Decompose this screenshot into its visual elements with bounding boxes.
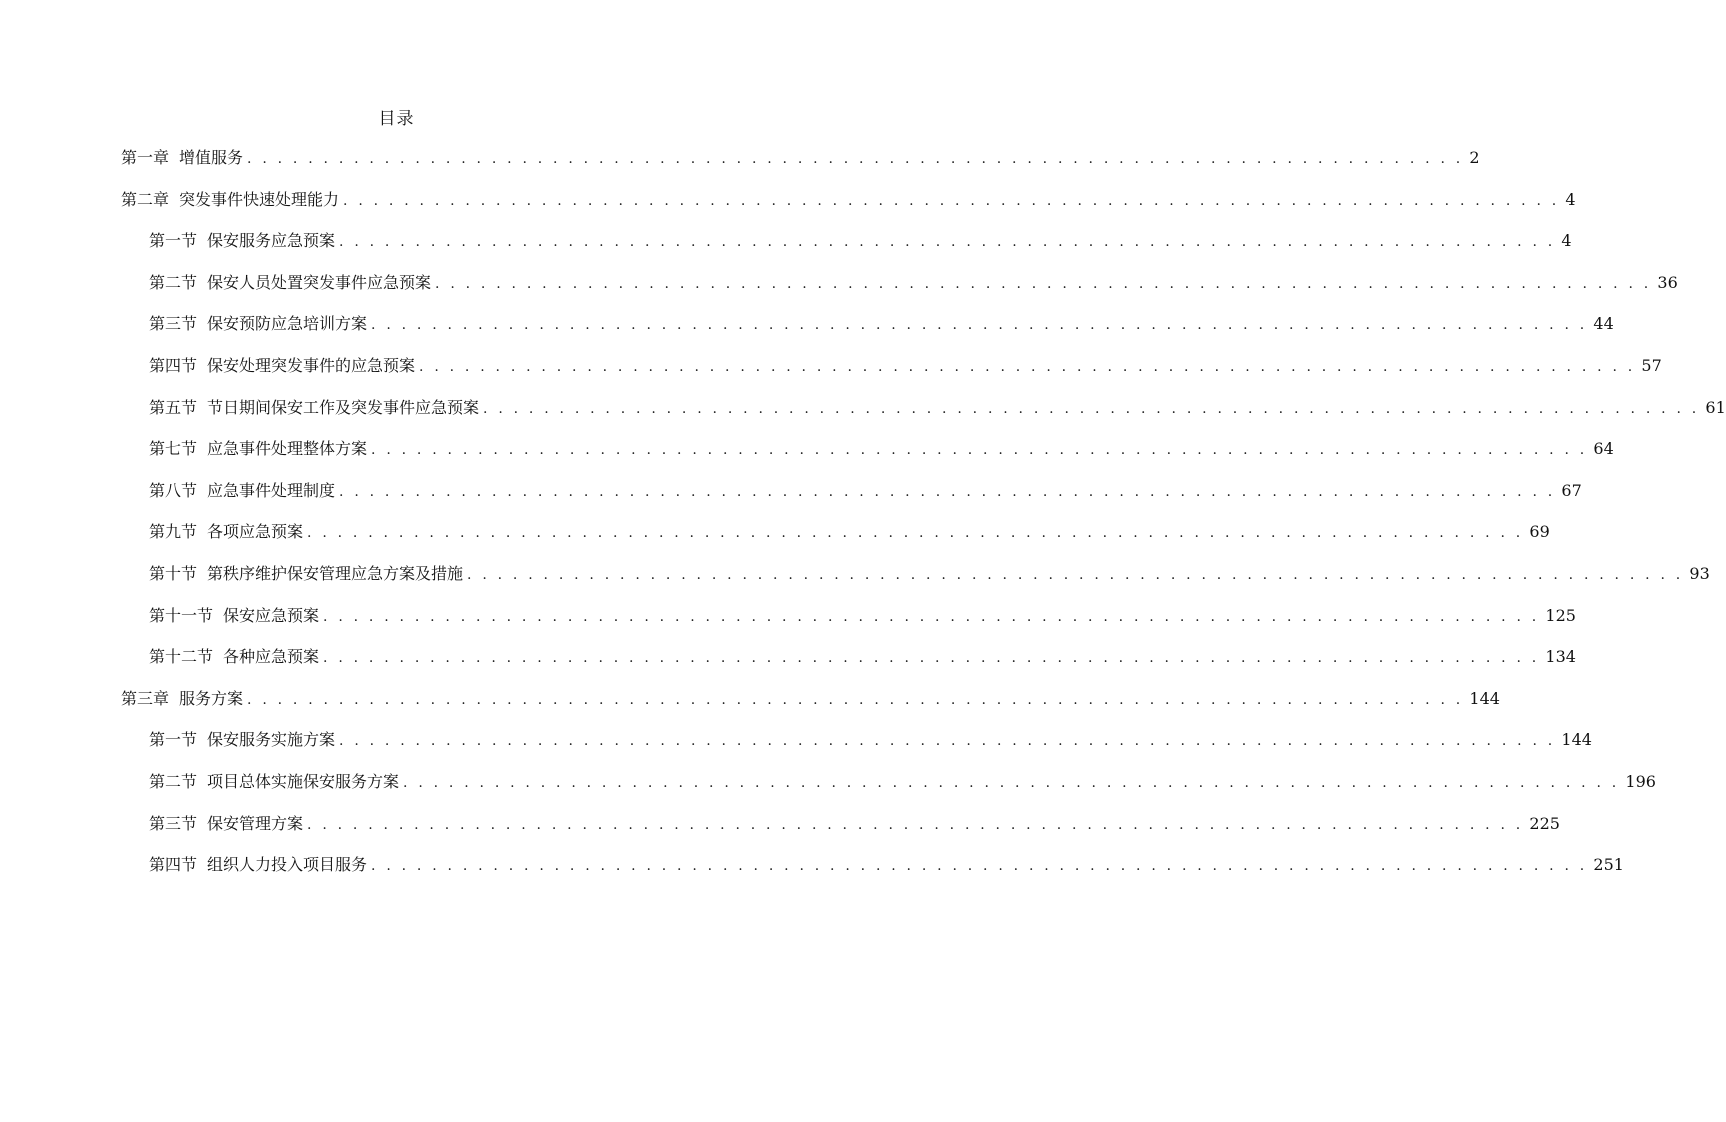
toc-entry-label — [149, 436, 367, 462]
toc-entry-label — [149, 228, 335, 254]
toc-entry-number: 第五节 — [149, 397, 198, 417]
toc-leader-dots: . . . . . . . . . . . . . . . . . . . . . . . . . . . . . . . . . . . . . . . . . . . . . . . . . . . . . . . . . . . . . . . . . . . . . . . . . . . . . . . . — [307, 525, 1524, 542]
toc-title: 目录 — [378, 109, 415, 129]
toc-entry[interactable] — [149, 228, 1572, 254]
toc-entry[interactable] — [121, 145, 1480, 171]
toc-entry[interactable] — [149, 603, 1576, 629]
toc-page-number: 196 — [1625, 772, 1656, 791]
toc-entry[interactable] — [149, 478, 1582, 504]
toc-entry-text: 组织人力投入项目服务 — [207, 855, 368, 875]
toc-page-number: 93 — [1689, 564, 1710, 583]
toc-page-number: 57 — [1641, 356, 1662, 375]
toc-entry-text: 突发事件快速处理能力 — [179, 189, 340, 209]
toc-entry[interactable] — [149, 811, 1560, 837]
toc-entry[interactable] — [149, 727, 1592, 753]
toc-entry-number: 第十二节 — [149, 647, 214, 667]
toc-page-number: 251 — [1593, 855, 1624, 875]
toc-entry-label — [149, 311, 367, 337]
toc-entry[interactable] — [121, 187, 1576, 213]
toc-entry-label — [149, 561, 463, 587]
toc-entry-number: 第七节 — [149, 439, 198, 459]
toc-entry-number: 第十节 — [149, 564, 198, 583]
toc-page-number: 2 — [1469, 148, 1480, 167]
toc-leader-dots: . . . . . . . . . . . . . . . . . . . . . . . . . . . . . . . . . . . . . . . . . . . . . . . . . . . . . . . . . . . . . . . . . . . . . . . . . . . . . . . . — [371, 442, 1588, 459]
toc-entry-label — [149, 270, 431, 296]
toc-entry-label — [121, 686, 243, 712]
toc-page-number: 134 — [1545, 647, 1576, 667]
toc-leader-dots: . . . . . . . . . . . . . . . . . . . . . . . . . . . . . . . . . . . . . . . . . . . . . . . . . . . . . . . . . . . . . . . . . . . . . . . . . . . . . . . . — [371, 858, 1588, 875]
toc-entry-number: 第三章 — [121, 688, 170, 708]
toc-page-number: 64 — [1593, 439, 1614, 459]
toc-leader-dots: . . . . . . . . . . . . . . . . . . . . . . . . . . . . . . . . . . . . . . . . . . . . . . . . . . . . . . . . . . . . . . . . . . . . . . . . . . . . . . . . — [323, 608, 1540, 625]
toc-entry-label — [149, 644, 319, 670]
toc-entry-number: 第八节 — [149, 480, 198, 500]
toc-entry-number: 第四节 — [149, 356, 198, 375]
toc-entry-number: 第二节 — [149, 772, 198, 791]
toc-page-number: 225 — [1529, 813, 1560, 833]
toc-entry[interactable] — [149, 395, 1726, 421]
toc-entry-text: 节日期间保安工作及突发事件应急预案 — [207, 397, 480, 417]
toc-entry-text: 保安服务应急预案 — [207, 231, 336, 251]
toc-entry-text: 应急事件处理整体方案 — [207, 439, 368, 459]
toc-leader-dots: . . . . . . . . . . . . . . . . . . . . . . . . . . . . . . . . . . . . . . . . . . . . . . . . . . . . . . . . . . . . . . . . . . . . . . . . . . . . . . . . — [247, 151, 1464, 167]
toc-entry-text: 应急事件处理制度 — [207, 480, 336, 500]
toc-entry[interactable] — [149, 436, 1614, 462]
toc-entry[interactable] — [149, 644, 1576, 670]
toc-entry[interactable] — [149, 769, 1656, 795]
toc-entry-number: 第一节 — [149, 231, 198, 251]
toc-leader-dots: . . . . . . . . . . . . . . . . . . . . . . . . . . . . . . . . . . . . . . . . . . . . . . . . . . . . . . . . . . . . . . . . . . . . . . . . . . . . . . . . — [467, 567, 1684, 583]
toc-page-number: 4 — [1565, 189, 1576, 209]
toc-page-number: 61 — [1705, 397, 1726, 417]
toc-entry-label — [121, 187, 339, 213]
toc-entry-number: 第二章 — [121, 189, 170, 209]
toc-entry-text: 保安管理方案 — [207, 813, 304, 833]
toc-entry-number: 第二节 — [149, 272, 198, 292]
toc-entry-label — [149, 478, 335, 504]
toc-entry[interactable] — [149, 519, 1550, 545]
toc-entry-text: 保安应急预案 — [223, 605, 320, 625]
toc-entry-label — [149, 727, 335, 753]
toc-leader-dots: . . . . . . . . . . . . . . . . . . . . . . . . . . . . . . . . . . . . . . . . . . . . . . . . . . . . . . . . . . . . . . . . . . . . . . . . . . . . . . . . — [339, 483, 1556, 500]
toc-entry[interactable] — [149, 270, 1678, 296]
toc-leader-dots: . . . . . . . . . . . . . . . . . . . . . . . . . . . . . . . . . . . . . . . . . . . . . . . . . . . . . . . . . . . . . . . . . . . . . . . . . . . . . . . . — [371, 317, 1588, 334]
toc-leader-dots: . . . . . . . . . . . . . . . . . . . . . . . . . . . . . . . . . . . . . . . . . . . . . . . . . . . . . . . . . . . . . . . . . . . . . . . . . . . . . . . . — [403, 775, 1620, 791]
toc-page-number: 125 — [1545, 605, 1576, 625]
toc-page-number: 67 — [1561, 480, 1582, 500]
toc-entry-label — [149, 603, 319, 629]
toc-page-number: 4 — [1561, 231, 1572, 251]
toc-page-number: 144 — [1469, 688, 1500, 708]
toc-entry-label — [149, 519, 303, 545]
toc-entry-number: 第一节 — [149, 730, 198, 750]
toc-entry-text: 各项应急预案 — [207, 522, 304, 542]
toc-entry-label — [149, 353, 415, 379]
toc-leader-dots: . . . . . . . . . . . . . . . . . . . . . . . . . . . . . . . . . . . . . . . . . . . . . . . . . . . . . . . . . . . . . . . . . . . . . . . . . . . . . . . . — [483, 400, 1700, 417]
toc-page-number: 44 — [1593, 314, 1614, 334]
toc-entry[interactable] — [149, 852, 1624, 878]
toc-leader-dots: . . . . . . . . . . . . . . . . . . . . . . . . . . . . . . . . . . . . . . . . . . . . . . . . . . . . . . . . . . . . . . . . . . . . . . . . . . . . . . . . — [247, 691, 1464, 708]
toc-leader-dots: . . . . . . . . . . . . . . . . . . . . . . . . . . . . . . . . . . . . . . . . . . . . . . . . . . . . . . . . . . . . . . . . . . . . . . . . . . . . . . . . — [419, 359, 1636, 375]
toc-entry-number: 第一章 — [121, 148, 170, 167]
toc-leader-dots: . . . . . . . . . . . . . . . . . . . . . . . . . . . . . . . . . . . . . . . . . . . . . . . . . . . . . . . . . . . . . . . . . . . . . . . . . . . . . . . . — [339, 234, 1556, 251]
toc-entry-number: 第十一节 — [149, 605, 214, 625]
toc-page-number: 69 — [1529, 522, 1550, 542]
toc-entry-text: 保安处理突发事件的应急预案 — [207, 356, 416, 375]
toc-leader-dots: . . . . . . . . . . . . . . . . . . . . . . . . . . . . . . . . . . . . . . . . . . . . . . . . . . . . . . . . . . . . . . . . . . . . . . . . . . . . . . . . — [323, 650, 1540, 667]
toc-entry-text: 项目总体实施保安服务方案 — [207, 772, 400, 791]
toc-entry-number: 第三节 — [149, 813, 198, 833]
toc-entry-number: 第九节 — [149, 522, 198, 542]
toc-entry-text: 保安预防应急培训方案 — [207, 314, 368, 334]
toc-entry-text: 保安服务实施方案 — [207, 730, 336, 750]
toc-leader-dots: . . . . . . . . . . . . . . . . . . . . . . . . . . . . . . . . . . . . . . . . . . . . . . . . . . . . . . . . . . . . . . . . . . . . . . . . . . . . . . . . — [343, 192, 1560, 209]
toc-entry-label — [149, 769, 399, 795]
toc-leader-dots: . . . . . . . . . . . . . . . . . . . . . . . . . . . . . . . . . . . . . . . . . . . . . . . . . . . . . . . . . . . . . . . . . . . . . . . . . . . . . . . . — [307, 816, 1524, 833]
toc-entry-text: 服务方案 — [179, 688, 244, 708]
toc-entry-text: 各种应急预案 — [223, 647, 320, 667]
toc-entry[interactable] — [149, 311, 1614, 337]
toc-leader-dots: . . . . . . . . . . . . . . . . . . . . . . . . . . . . . . . . . . . . . . . . . . . . . . . . . . . . . . . . . . . . . . . . . . . . . . . . . . . . . . . . — [339, 733, 1556, 750]
toc-entry-text: 增值服务 — [179, 148, 244, 167]
toc-entry-number: 第三节 — [149, 314, 198, 334]
toc-entry-number: 第四节 — [149, 855, 198, 875]
toc-entry-label — [149, 395, 479, 421]
toc-entry-text: 保安人员处置突发事件应急预案 — [207, 272, 432, 292]
toc-entry-label — [121, 145, 243, 171]
toc-entry-label — [149, 811, 303, 837]
toc-page-number: 144 — [1561, 730, 1592, 750]
toc-entry[interactable] — [121, 686, 1500, 712]
toc-leader-dots: . . . . . . . . . . . . . . . . . . . . . . . . . . . . . . . . . . . . . . . . . . . . . . . . . . . . . . . . . . . . . . . . . . . . . . . . . . . . . . . . — [435, 275, 1652, 292]
toc-entry[interactable] — [149, 353, 1662, 379]
toc-entry-text: 第秩序维护保安管理应急方案及措施 — [207, 564, 464, 583]
toc-page-number: 36 — [1657, 272, 1678, 292]
toc-entry[interactable] — [149, 561, 1710, 587]
toc-entry-label — [149, 852, 367, 878]
